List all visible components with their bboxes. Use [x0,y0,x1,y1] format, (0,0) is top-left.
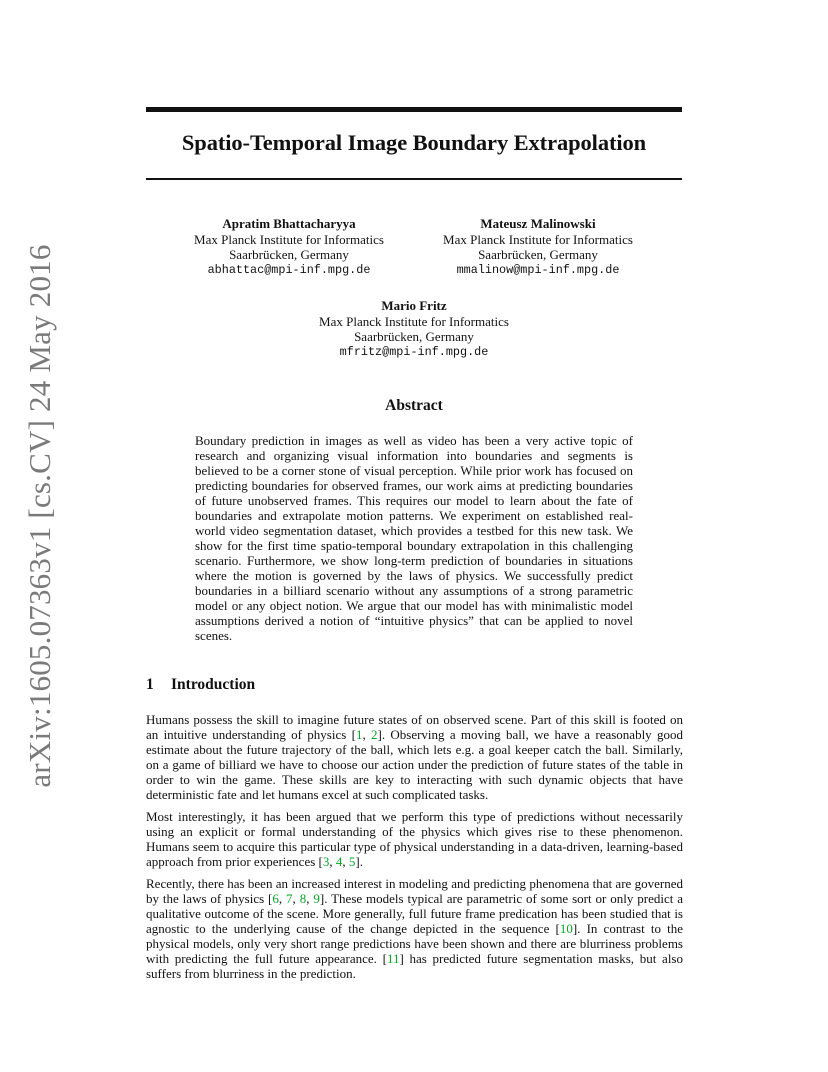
paragraph-text: ] has predicted future segmentation masks, but also suffers from blurriness in the prediction. [146,951,683,981]
author-location: Saarbrücken, Germany [229,247,349,262]
author-block [408,216,668,278]
author-name: Mario Fritz [381,298,447,313]
paragraph-text: Recently, there has been an increased interest in modeling and predicting phenomena that are governed by the laws of physics [ [146,876,683,906]
intro-paragraph-3 [146,876,683,981]
citation-separator: , [329,854,336,869]
paragraph-text: ]. [355,854,363,869]
author-email: mfritz@mpi-inf.mpg.de [339,344,489,359]
citation-separator: , [278,891,287,906]
citation-link[interactable]: 6 [272,891,279,906]
paragraph-text: ]. In contrast to the physical models, only very short range predictions have been shown and there are blurriness problems with predicting the full future appearance. [ [146,921,683,966]
abstract-text: Boundary prediction in images as well as video has been a very active topic of research and organizing visual information into boundaries and segments is believed to be a corner stone of visual perception. While prior work has focused on predicting boundaries for observed frames, our work aims at predicting boundaries of future unobserved frames. This requires our model to learn about the fate of boundaries and extrapolate motion patterns. We experiment on established real-world video segmentation dataset, which provides a testbed for this new task. We show for the first time spatio-temporal boundary extrapolation in this challenging scenario. Furthermore, we show long-term prediction of boundaries in situations where the motion is governed by the laws of physics. We successfully predict boundaries in a billiard scenario without any assumptions of a strong parametric model or any object notion. We argue that our model has with minimalistic model assumptions derived a notion of “intuitive physics” that can be applied to novel scenes. [195,433,633,643]
citation-link[interactable]: 4 [335,854,343,869]
citation-link[interactable]: 2 [371,727,378,742]
author-name: Apratim Bhattacharyya [222,216,356,231]
title-top-rule [146,107,682,112]
citation-link[interactable]: 9 [313,891,320,906]
author-email: abhattac@mpi-inf.mpg.de [207,262,371,277]
author-location: Saarbrücken, Germany [478,247,598,262]
citation-separator: , [292,891,300,906]
citation-separator: , [306,891,314,906]
section-number: 1 [146,676,154,693]
author-email: mmalinow@mpi-inf.mpg.de [456,262,620,277]
author-affiliation: Max Planck Institute for Informatics [443,231,633,247]
title-bottom-rule [146,178,682,180]
paragraph-text: ]. These models typical are parametric of some sort or only predict a qualitative outcome of the scene. More generally, full future frame predication has been studied that is agnostic to the underlying cause of the change depicted in the sequence [ [146,891,684,936]
author-affiliation: Max Planck Institute for Informatics [319,313,509,329]
paragraph-text: ]. Observing a moving ball, we have a reasonably good estimate about the future trajectory of the ball, which lets e.g. a goal keeper catch the ball. Similarly, on a game of billiard we have to choose our action under the prediction of future states of the table in order to win the game. These skills are key to interacting with such dynamic objects that have deterministic fate and let humans excel at such complicated tasks. [146,727,683,802]
citation-link[interactable]: 7 [286,891,293,906]
citation-link[interactable]: 1 [355,727,363,742]
paragraph-text: Humans possess the skill to imagine future states of on observed scene. Part of this skill is footed on an intuitive understanding of physics [ [146,712,683,742]
author-block [159,216,419,278]
citation-separator: , [362,727,371,742]
arxiv-identifier-stamp: arXiv:1605.07363v1 [cs.CV] 24 May 2016 [22,244,57,788]
author-name: Mateusz Malinowski [480,216,596,231]
citation-link[interactable]: 3 [322,854,330,869]
citation-link[interactable]: 11 [386,951,400,966]
citation-link[interactable]: 8 [299,891,307,906]
section-heading [146,676,255,694]
citation-separator: , [342,854,349,869]
abstract-heading: Abstract [385,397,443,414]
author-block [284,298,544,360]
section-title: Introduction [171,676,256,693]
intro-paragraph-2 [146,809,683,869]
citation-link[interactable]: 5 [348,854,356,869]
author-affiliation: Max Planck Institute for Informatics [194,231,384,247]
paper-title: Spatio-Temporal Image Boundary Extrapolation [181,130,647,155]
citation-link[interactable]: 10 [559,921,573,936]
paragraph-text: Most interestingly, it has been argued that we perform this type of predictions without necessarily using an explicit or formal understanding of the physics which gives rise to these phenomenon. Humans seem to acquire this particular type of physical understanding in a data-driven, learning-based approach from prior experiences [ [146,809,683,869]
author-location: Saarbrücken, Germany [354,329,474,344]
intro-paragraph-1 [146,712,683,802]
